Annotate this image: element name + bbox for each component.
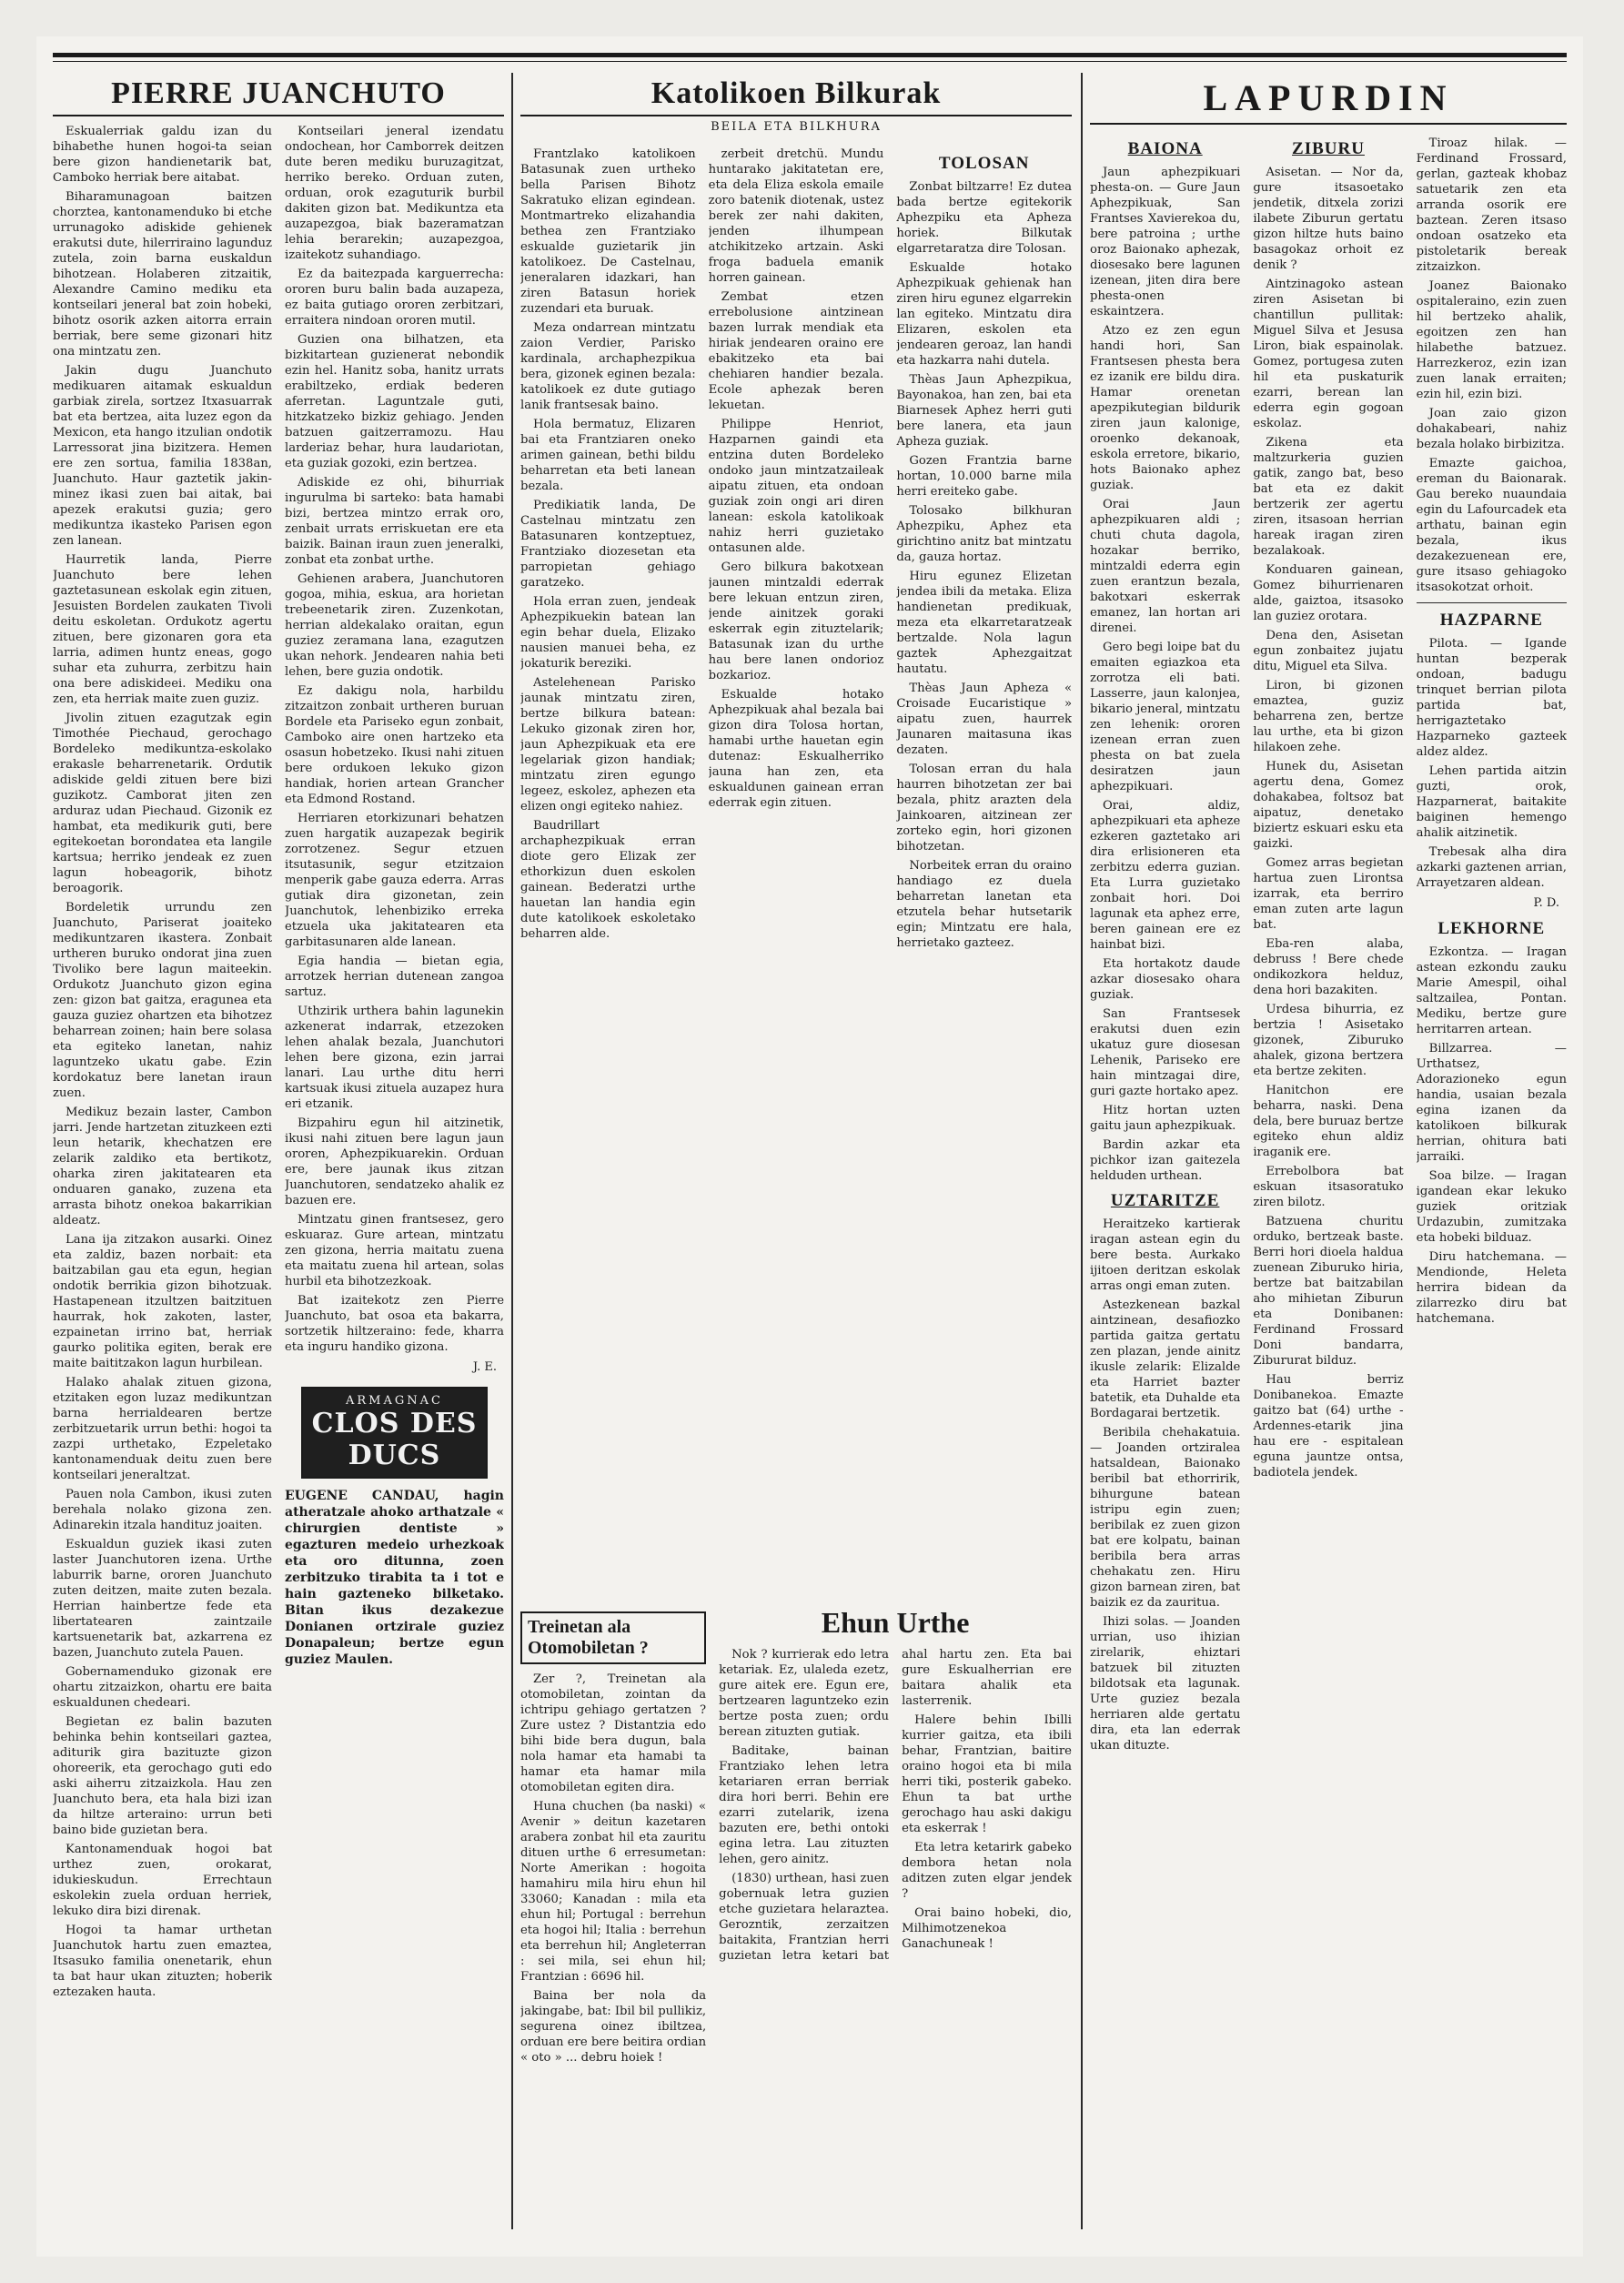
paragraph: Adiskide ez ohi, bihurriak ingurulma bi sarteko: bata hamabi bizi, bertzea mintzo errak oro, zenbait urrats erriskuetan ere eta baizik. Bainan iraun zuen jeneralki, zonbat eta zonbat urthe.	[285, 476, 504, 567]
paragraph: Errebolbora bat eskuan itsasoratuko ziren bilotz.	[1253, 1165, 1404, 1209]
paragraph: Baudrillart archaphezpikuak erran diote gero Elizak zer ethorkizun duen eskolen gainean. Bederatzi urthe hauetan lan handia egin dute katolikoek eskoletako beharren alde.	[520, 819, 696, 941]
section-divider	[1081, 73, 1083, 2229]
paragraph: Eskualde hotako Aphezpikuak ahal bezala bai gizon dira Tolosa hortan, hamabi urthe hauetan egin dutenaz: Eskualherriko jauna han zen, eta eskualdunen gainean erran ederrak egin zituen.	[708, 688, 884, 810]
paragraph: Biharamunagoan baitzen chorztea, kantonamenduko bi etche urrunagoko adiskide gehienek erakutsi dute, hilerriraino lagunduz zutela, zoin barna euskaldun bihotzean. Holaberen zitzaitik, Alexandre Camino mediku eta kontseilari jeneral bat zoin hobeki, bihotz osorik azken aitorra errain berriak, bere seme gizonari hitz ona mintzatu zen.	[53, 190, 272, 359]
paragraph: Baina ber nola da jakingabe, bat: Ibil bil pullikiz, segurena oinez ibiltzea, orduan ere bere beitira ordian « oto » ... debru hoiek !	[520, 1989, 707, 2065]
paragraph: Frantzlako katolikoen Batasunak zuen urtheko bella Parisen Bihotz Sakratuko elizan egindean. Montmartreko elizahandia bethea zen Frantziako eskualde guzietarik jin katolikoez. De Castelnau, jeneralaren idazkari, han ziren Batasun horiek zuzendari eta buruak.	[520, 147, 696, 316]
paragraph: zerbeit dretchü. Mundu huntarako jakitatetan ere, eta dela Eliza eskola emaile zoro batenik diotenak, ustez berek zer nahi dakiten, jenden ilhumpean atchikitzeko artzain. Aski froga baduela emanik horren gainean.	[708, 147, 884, 285]
paragraph: Hunek du, Asisetan agertu dena, Gomez dohakabea, foltsoz bat aipatuz, denetako biziertz eskuari esku eta gaizki.	[1253, 760, 1404, 851]
treinetan-title: Treinetan ala Otomobiletan ?	[520, 1611, 706, 1664]
paragraph: Eta letra ketarirk gabeko dembora hetan nola aditzen zuten elgar jendek ?	[902, 1841, 1072, 1901]
paragraph: Zembat etzen errebolusione aintzinean bazen lurrak mendiak eta hiriak jendearen oraino ere ebakitzeko eta bai chehiaren handier bezala. Ecole aphezak beren lekuetan.	[708, 290, 884, 412]
paragraph: Gero begi loipe bat du emaiten egiazkoa eta zorrotza eli bati. Lasserre, jaun kalonjea, bikario jeneral, mintzatu zen lehenik: ororen izenean erran zuen phesta on bat zuela desiratzen jaun aphezpikuari.	[1090, 641, 1241, 793]
ad-small: ARMAGNAC	[346, 1394, 443, 1408]
paragraph: Guzien ona bilhatzen, eta bizkitartean guzienerat nebondik ezin hel. Hanitz soba, hanitz urrats erabiltzeko, erdiak bederen aferretan. Laguntzale guti, hitzkatzeko bizkiz gehiago. Jenden batzuen gaitzerramozu. Hau larderiaz behar, hura laudariotan, eta guziak gozoki, ezin bertzea.	[285, 333, 504, 470]
subheadline: BEILA ETA BILKHURA	[711, 120, 882, 134]
article-column	[709, 146, 884, 1595]
paragraph: Meza ondarrean mintzatu zaion Verdier, Parisko kardinala, archaphezpikua bera, gizonek eginen bezala: katolikoek ez dute gutiago lanik frantsesak baino.	[520, 321, 696, 412]
top-rule	[53, 53, 1567, 57]
paragraph: Urdesa bihurria, ez bertzia ! Asisetako gizonek, Ziburuko ahalek, gizona bertzera eta bertze zekiten.	[1253, 1003, 1404, 1078]
paragraph: Hiru egunez Elizetan jendea ibili da metaka. Eliza handienetan predikuak, meza eta elkarretaratzeak bertzalde. Nola lagun gaztek Aphezgaitzat hautatu.	[896, 570, 1073, 676]
baiona-heading: BAIONA	[1127, 139, 1203, 158]
paragraph: Pilota. — Igande huntan bezperak ondoan, badugu trinquet berrian pilota partida bat, herrigaztetako Hazparneko gazteek aldez aldez.	[1416, 637, 1567, 759]
ad-big: CLOS DES DUCS	[311, 1408, 478, 1471]
paragraph: Nok ? kurrierak edo letra ketariak. Ez, ulaleda ezetz, gure aitek ere. Egun ere, bertzearen laguntzeko ezin bertze posta zuen; ordu berean zituzten gutiak.	[719, 1648, 890, 1739]
paragraph: Hola bermatuz, Elizaren bai eta Frantziaren oneko arimen gainean, bethi bildu beharretan eta beti lanean bezala.	[520, 418, 696, 493]
paragraph: Joan zaio gizon dohakabeari, nahiz bezala holako birbizitza.	[1416, 407, 1567, 451]
section-divider	[511, 73, 513, 2229]
paragraph: Aintzinagoko astean ziren Asisetan bi chantillun pullitak: Miguel Silva et Jesusa Liron, biak espainolak. Gomez, portugesa zuten hil eta puskaturik ezarri, berean lan ederra egin gogoan eskolaz.	[1253, 278, 1404, 430]
headline: PIERRE JUANCHUTO	[53, 71, 504, 116]
paragraph: Eta hortakotz daude azkar diosesako ohara guziak.	[1090, 957, 1241, 1002]
paragraph: Herriaren etorkizunari behatzen zuen hargatik auzapezak begirik zorrotzenez. Segur etzuen itsutasunik, segur etzitzaion menperik gabe gauza ederra. Arras gutiak dira gizonetan, zein Juanchutok, lehenbiziko erreka etzuela uka jakitatearen eta garbitasunaren alde lanean.	[285, 812, 504, 949]
article-columns	[520, 139, 1072, 1595]
paragraph: Egia handia — bietan egia, arrotzek herrian dutenean zangoa sartuz.	[285, 955, 504, 999]
paragraph: Halako ahalak zituen gizona, etzitaken egon luzaz medikuntzan barna herrialdearen bertze zerbitzuetarik urrun bethi: hogoi ta zazpi urthetako, Ezpeletako kantonamenduak deitu zuen bere kontseilari jeneraltzat.	[53, 1376, 272, 1482]
paragraph: Astezkenean bazkal aintzinean, desafiozko partida gaitza gertatu zen plazan, jende ainitz ikusle zelarik: Elizalde eta Harriet bazter batetik, eta Duhalde eta Bordagarai bertzetik.	[1090, 1298, 1241, 1420]
paragraph: Hau berriz Donibanekoa. Emazte gaitzo bat (64) urthe - Ardennes-etarik jina hau ere - espitalean eguna jauntze ontsa, badiotela jendek.	[1253, 1373, 1404, 1480]
paragraph: Astelehenean Parisko jaunak mintzatu ziren, bertze bilkura batean: Lekuko gizonak ziren hor, jaun Aphezpikuak eta ere legelariak gizon handiak; mintzatu ziren egungo legeez, eskolez, aphezen eta elizen ongi egiteko nahiez.	[520, 676, 696, 813]
paragraph: Zonbat biltzarre! Ez dutea bada bertze egitekorik Aphezpiku eta Apheza horiek. Bilkutak elgarretaratza dire Tolosan.	[896, 180, 1073, 256]
article-column	[520, 146, 696, 1595]
paragraph: Eskualdun guziek ikasi zuten laster Juanchutoren izena. Urthe laburrik barne, ororen Juanchuto zuten deitzen, maite zuten bezala. Herrian hainbertze fede eta libertatearen zaintzaile kartsuenetarik bat, azkarrena ez bazen, Juanchuto zutela Pauen.	[53, 1538, 272, 1660]
newspaper-page	[36, 36, 1583, 2257]
signature: J. E.	[472, 1360, 497, 1374]
paragraph: Hola erran zuen, jendeak Aphezpikuekin batean lan egin behar duela, Elizako nausien manuei beha, ez jokaturik bereziki.	[520, 595, 696, 671]
paragraph: Kantonamenduak hogoi bat urthez zuen, orokarat, idukieskudun. Errechtaun eskolekin zuela orduan herriek, lekuko dira bizi direnak.	[53, 1843, 272, 1918]
paragraph: Tolosan erran du hala haurren bihotzetan zer bai bezala, phitz arazten dela Jainkoaren, aitzinean zer zorteko egin, hori gizonen bihotzetan.	[896, 763, 1073, 854]
ehun-urthe-article	[719, 1602, 1072, 2069]
uztaritze-body	[1090, 1217, 1240, 1753]
lekhorne-body	[1417, 945, 1567, 1327]
ehun-urthe-body	[719, 1647, 1072, 1964]
paragraph: Begietan ez balin bazuten behinka behin kontseilari gaztea, aditurik gira bazituzte gizon ohoreerik, eta gerochago guti edo aski aiherru zitzaizkola. Hau zen Juanchuto bera, eta hala bizi izan da hiltze arteraino: urrun beti baino bide guzietan bera.	[53, 1715, 272, 1837]
tiroaz-body	[1417, 136, 1567, 595]
paragraph: Konduaren gainean, Gomez bihurrienaren alde, gaiztoa, itsasoko lan guziez orotara.	[1253, 563, 1404, 623]
section-pierre-juanchuto	[53, 71, 504, 2004]
paragraph: Joanez Baionako ospitaleraino, ezin zuen hil bertzeko ahalik, egoitzen zen han hilabethe batzuez. Harrezkeroz, ezin izan zuen lanak erraiten; ezin hil, ezin bizi.	[1416, 279, 1567, 401]
headline: Katolikoen Bilkurak	[520, 71, 1072, 116]
paragraph: Mintzatu ginen frantsesez, gero eskuaraz. Gure artean, mintzatu zen gizona, herria maitatu zuena eta maitatu zuena hil artean, solas hurbil eta bihotzezkoak.	[285, 1213, 504, 1288]
article-columns	[53, 116, 504, 2004]
paragraph: Heraitzeko kartierak iragan astean egin du bere besta. Aurkako ijitoen deritzan eskolak arras ongi eman zuten.	[1090, 1217, 1241, 1293]
section-lapurdin	[1090, 71, 1567, 1757]
paragraph: Jaun aphezpikuari phesta-on. — Gure Jaun Aphezpikuak, San Frantses Xavierekoa du, bere patroina ; urthe oroz Baionako aphezak, diosesako bere lagunen izenean, jiten dira bere phesta-onen eskaintzera.	[1090, 166, 1241, 318]
paragraph: Lehen partida aitzin guzti, orok, Hazparnerat, baitakite baiginen hemengo ahalik aitzinetik.	[1416, 764, 1567, 840]
paragraph: Liron, bi gizonen emaztea, guziz beharrena zen, bertze lau urthe, eta bi gizon hilakoen zehe.	[1253, 679, 1404, 754]
paragraph: Orai Jaun aphezpikuaren aldi ; chuti chuta dagola, hozakar berriko, mintzaldi ederra egin zuen erantzun bezala, bakotxari eskerrak emanez, lan hortan ari direnei.	[1090, 498, 1241, 635]
paragraph: Lana ija zitzakon ausarki. Oinez eta zaldiz, bazen norbait: eta baitzabilan gau eta egun, hegian ondotik berrikia gizon bihotzuak. Hastapenean itzultzen baitzituen haurrak, hok zakoten, laster, ezpainetan irrino bat, herriak gaurko politika egiten, berak ere maite baititzakon lagun hurbilean.	[53, 1233, 272, 1370]
separator	[1417, 602, 1567, 603]
paragraph: Hitz hortan uzten gaitu jaun aphezpikuak.	[1090, 1104, 1241, 1133]
uztaritze-heading: UZTARITZE	[1110, 1191, 1220, 1210]
paragraph: Emazte gaichoa, ereman du Baionarak. Gau bereko nuaundaia egin du Lafourcadek eta arthatu, bainan egin bezala, ikus dezakezuenean ere, gure itsaso gehiagoko itsasokotzat orhoit.	[1416, 457, 1567, 594]
tiroaz-column	[1417, 132, 1567, 1757]
paragraph: Bardin azkar eta pichkor izan gaitezela helduden urthean.	[1090, 1138, 1241, 1183]
paragraph: Ezkontza. — Iragan astean ezkondu zauku Marie Amespil, oihal saltzailea, Pontan. Mediku, bertze gure herritarren artean.	[1416, 945, 1567, 1036]
paragraph: Thèas Jaun Apheza « Croisade Eucaristique » aipatu zuen, haurrek Jaunaren maitasuna ikas dezaten.	[896, 682, 1073, 757]
paragraph: Gero bilkura bakotxean jaunen mintzaldi ederrak bere lekuan entzun ziren, jende ainitzek goraki eskerrak egin zituztelarik; Batasunak izan du urthe hau bere lanen ondorioz bozkarioz.	[708, 561, 884, 682]
treinetan-body	[520, 1672, 706, 2066]
ziburu-column	[1253, 132, 1403, 1757]
lekhorne-heading: LEKHORNE	[1437, 919, 1546, 938]
paragraph: Huna chuchen (ba naski) « Avenir » deitun kazetaren arabera zonbat hil eta zauritu dituen urthe 6 erresumetan: Norte Amerikan : hogoita hamahiru mila hiru ehun hil 33060; Kanadan : mila eta ehun hil; Portugal : berrehun eta hogoi hil; Italia : berrehun eta berrehun hil; Angleterran : sei mila, sei ehun hil; Frantzian : 6696 hil.	[520, 1800, 707, 1984]
paragraph: Hanitchon ere beharra, naski. Dena dela, bere buruaz bertze egiteko ehun aldiz iraganik ere.	[1253, 1084, 1404, 1159]
paragraph: Norbeitek erran du oraino handiago ez duela beharretan lanetan eta etzutela behar hutsetarik egin; Mintzatu ere hala, herrietako gazteez.	[896, 859, 1073, 950]
hazparne-body	[1417, 636, 1567, 891]
paragraph: Haurretik landa, Pierre Juanchuto bere lehen gaztetasunean eskolak egin zituen, Jesuisten Bordelen zaukaten Tivoli deitu eskoletan. Ordukotz agertu zituen, bere gizonaren gora eta larria, adimen huntz eneas, gogo suhar eta zuhurra, zerbitzu hain ona bere adiskideei. Mediku ona zen, eta herriak maite zuen guziz.	[53, 553, 272, 706]
paragraph: San Frantsesek erakutsi duen ezin ukatuz gure diosesan Lehenik, Pariseko ere hain mintzagai dire, guri gazte hortako apez.	[1090, 1007, 1241, 1098]
paragraph: Atzo ez zen egun handi hori, San Frantsesen phesta bera ez izanik ere bildu dira. Hamar orenetan apezpikutegian bildurik ziren jaun kalonige, oroenko dekanoak, eskola erretore, bikario, hots Baionako aphez guziak.	[1090, 324, 1241, 492]
paragraph: Hogoi ta hamar urthetan Juanchutok hartu zuen emaztea, Itsasuko familia onenetarik, ehun ta bat haur ukan zituzten; hoberik eztezaken hauta.	[53, 1924, 272, 1999]
top-rule-thin	[53, 61, 1567, 62]
paragraph: Batzuena churitu orduko, bertzeak baste. Berri hori dioela haldua zuenean Ziburuko hiria, bertze bat baitzabilan aho mihietan Ziburun eta Donibanen: Ferdinand Frossard Doni bandarra, Zibururat bilduz.	[1253, 1215, 1404, 1368]
paragraph: Pauen nola Cambon, ikusi zuten berehala nolako gizona zen. Adinarekin itzala handituz joaiten.	[53, 1488, 272, 1532]
paragraph: Beribila chehakatuia. — Joanden ortziralea hatsaldean, Baionako beribil bat ethorririk, bihurgune batean istripu egin zuen; beribilak ez zuen gizon bat ere kolpatu, bainan beribila bera arras chehakatu zen. Hiru gizon barnean ziren, bat baizik ez da zauritua.	[1090, 1426, 1241, 1610]
paragraph: Tolosako bilkhuran Aphezpiku, Aphez eta girichtino anitz bat mintzatu da, gauza hortaz.	[896, 504, 1073, 564]
paragraph: Orai, aldiz, aphezpikuari eta apheze ezkeren gaztetako ari dira erlisioneren eta zerbitzu ederra guzian. Eta Lurra guzietako zonbait hori. Doi lagunak eta aphez erre, beren gainean ere ez hainbat bizi.	[1090, 799, 1241, 952]
paragraph: Uthzirik urthera bahin lagunekin azkenerat indarrak, etzezoken lehen ahalak bezala, Juanchutori lehen bere gizona, ezin jarrai lanari. Lau urthe ditu herri kartsuak ikusi zituela auzapez hura eri etzanik.	[285, 1005, 504, 1111]
article-columns	[1090, 125, 1567, 1757]
paragraph: Bat izaitekotz zen Pierre Juanchuto, bat osoa eta bakarra, sortzetik hiltzeraino: fede, kharra eta inguru handiko gizona.	[285, 1294, 504, 1354]
section-katolikoen-bilkurak	[520, 71, 1072, 2069]
article-column	[285, 124, 504, 2004]
dentist-ad: EUGENE CANDAU, hagin atheratzale ahoko arthatzale « chirurgien dentiste » egazturen medeio urhezkoak eta oro ditunna, zoen zerbitzuko tirabita ta i tot e hain gazteneko bilketako. Bitan ikus dezakezue Donianen ortzirale guziez Donapaleun; bertze egun guziez Maulen.	[285, 1489, 504, 1667]
paragraph: Eskualerriak galdu izan du bihabethe hunen hogoi-ta seian bere gizon handienetarik bat, Camboko herriak bere aitabat.	[53, 125, 272, 185]
signature: P. D.	[1533, 896, 1559, 910]
paragraph: Bizpahiru egun hil aitzinetik, ikusi nahi zituen bere lagun jaun ororen, Aphezpikuarekin. Orduan ere, bere jaunak ikus zitzan Juanchutoren, sendatzeko ahalik ez bazuen ere.	[285, 1116, 504, 1207]
headline: LAPURDIN	[1090, 71, 1567, 125]
article-column	[896, 146, 1072, 1595]
paragraph: Gomez arras begietan hartua zuen Lirontsa izarrak, eta berriro eman zuten arte lagun bat.	[1253, 856, 1404, 932]
column-body	[285, 124, 504, 1355]
paragraph: Medikuz bezain laster, Cambon jarri. Jende hartzetan zituzkeen ezti leun hetarik, khechatzen ere zelarik zaldiko eta bertikotz, oharka ziren jakitatearen eta onduaren ganako, zuzena eta arrasta bihotz onekoa bakarrikian aldeatz.	[53, 1106, 272, 1227]
baiona-body	[1090, 165, 1240, 1184]
ziburu-body	[1253, 165, 1403, 1480]
tolosan-heading: TOLOSAN	[938, 154, 1030, 173]
paragraph: Halere behin Ibilli kurrier gaitza, eta ibili behar, Frantzian, baitire oraino hogoi eta bi mila herri tiki, posterik gabeko. Ehun ta bat urthe gerochago hau aski dakigu eta eskerrak !	[902, 1713, 1072, 1835]
paragraph: Kontseilari jeneral izendatu ondochean, hor Camborrek deitzen dute beren mediku buruzagitzat, herriko bereko. Orduan zuten, orduan, orok ezaguturik burbil dakiten gizon bat. Medikuntza eta auzapezgoa, biak bazeramatzan lehia berarekin; auzapezgoa, izaitekotz suhandiago.	[285, 125, 504, 262]
ziburu-heading: ZIBURU	[1292, 139, 1365, 158]
paragraph: Dena den, Asisetan egun zonbaitez jujatu ditu, Miguel eta Silva.	[1253, 629, 1404, 673]
paragraph: Baditake, bainan Frantziako lehen letra ketariaren erran berriak dira hori berri. Behin ere ezarri zutelarik, izena bazuten ere, bethi ontoki egina letra. Lau zituzten lehen, gero ainitz.	[719, 1744, 890, 1866]
paragraph: (1830) urthean, hasi zuen gobernuak letra guzien etche guzietara helaraztea. Gerozntik, zerzaitzen baitakita, Frantzian herri guzietan letra ketari bat ahal hartu zen. Eta bai gure Eskualherrian ere baitara ahalik eta lasterrenik.	[719, 1648, 1072, 1963]
paragraph: Philippe Henriot, Hazparnen gaindi eta entzina duten Bordeleko ondoko jaun mintzatzaileak aipatu zituen, eta ondoan guziak zoin ongi ari diren lanean: eskola katolikoak nahiz herri guzietako ontasunen alde.	[708, 418, 884, 555]
paragraph: Jivolin zituen ezagutzak egin Timothée Piechaud, gerochago Bordeleko medikuntza-eskolako erakasle beharrenetarik. Ordutik adiskide geldi zituen bere bizi guzikotz. Camborat jiten zen arduraz udan Piechaud. Gizonik ez hambat, eta medikurik guti, bere egitekoetan borondatea eta langile kartsua; herriko jendeak ez zuen lagun hobeagorik, bihotz beroagorik.	[53, 712, 272, 895]
paragraph: Diru hatchemana. — Mendionde, Heleta herrira bidean da zilarrezko diru bat hatchemana.	[1416, 1250, 1567, 1326]
paragraph: Predikiatik landa, De Castelnau mintzatu zen Batasunaren kontzeptuez, Frantziako diozesetan eta parropietan gehiago garatzeko.	[520, 499, 696, 590]
ehun-urthe-title: Ehun Urthe	[821, 1606, 970, 1639]
paragraph: Orai baino hobeki, dio, Milhimotzenekoa Ganachuneak !	[902, 1906, 1072, 1951]
lower-articles	[520, 1595, 1072, 2069]
paragraph: Eskualde hotako Aphezpikuak gehienak han ziren hiru egunez elgarrekin lan egiteko. Mintzatu dira Elizaren, eskolen eta jendearen geroaz, lan handi eta hazkarra nahi dutela.	[896, 261, 1073, 368]
paragraph: Jakin dugu Juanchuto medikuaren aitamak eskualdun garbiak zirela, sortzez Itxasuarrak bat eta bertzea, aita luzez egon da Mexicon, eta hango itzulian ondotik Larressorat jina bizitzera. Hemen ere zen sortua, familia 1838an, Juanchuto. Haur gaztetik jakin-minez ikasi zuen bai aitak, bai apezek erakutsi guzia; gero medikuntza ikasteko Parisen egon zen lanean.	[53, 364, 272, 548]
paragraph: Gozen Frantzia barne hortan, 10.000 barne mila herri ereiteko gabe.	[896, 454, 1073, 499]
paragraph: Bordeletik urrundu zen Juanchuto, Pariserat joaiteko medikuntzaren ikastera. Zonbait urtheren buruko ondorat jina zuen Tivoliko bere lagun maiteekin. Ordukotz Juanchuto gizon egina zen: gizon bat gaitza, eragunea eta gauza guziez ohartzen eta bihotzez beharrean zoinen; hain bere solasa eta egiteko lanetan, nahiz laguntzeko ukatu gabe. Ezin kordokatuz bere lanetan iraun zuen.	[53, 901, 272, 1100]
treinetan-article	[520, 1602, 706, 2069]
paragraph: Trebesak alha dira azkarki gaztenen arrian, Arrayetzaren aldean.	[1416, 845, 1567, 890]
paragraph: Tiroaz hilak. — Ferdinand Frossard, gerlan, gazteak khobaz satuetarik zen eta arranda osorik ere baztean. Zeren itsaso ondoan osatzeko eta pistoletarik bereak zitzaizkon.	[1416, 136, 1567, 274]
paragraph: Gehienen arabera, Juanchutoren gogoa, mihia, eskua, ara horietan trebeenetarik ziren. Zuzenkotan, herrian aldekalako oraitan, egun guziez zeramana lana, ezagutzen ukan nehork. Jendearen nahia beti lehen, bere guzia ondotik.	[285, 572, 504, 679]
paragraph: Billzarrea. — Urthatsez, Adorazioneko egun handia, usaian bezala egina izanen da katolikoen bilkurak herrian, ohitura bati jarraiki.	[1416, 1042, 1567, 1164]
paragraph: Ez dakigu nola, harbildu zitzaitzon zonbait urtheren buruan Bordele eta Pariseko egun zonbait, Camboko aire onen hartzeko eta osasun hobetzeko. Ikusi nahi zituen bere ordukoen lekuko gizon handiak, horien artean Grancher eta Edmond Rostand.	[285, 684, 504, 806]
paragraph: Zikena eta maltzurkeria guzien gatik, zango bat, beso bat eta ez dakit bertzerik zer agertu ziren, itsasoan herrian hareak iragan ziren bezalakoak.	[1253, 436, 1404, 558]
hazparne-heading: HAZPARNE	[1439, 611, 1543, 630]
paragraph: Ez da baitezpada karguerrecha: ororen buru balin bada auzapeza, ez baita gutiago ororen zerbitzari, erraitera nindoan ororen mutil.	[285, 268, 504, 328]
paragraph: Thèas Jaun Aphezpikua, Bayonakoa, han zen, bai eta Biarnesek Aphez herri guti bere lanera, eta jaun Apheza guziak.	[896, 373, 1073, 449]
paragraph: Ihizi solas. — Joanden urrian, uso ihizian zirelarik, ehiztari batzuek bil zituzten bildotsak eta lagunak. Urte guziez bezala herriaren alde gertatu dira, eta lan ederrak ukan dituzte.	[1090, 1615, 1241, 1753]
paragraph: Zer ?, Treinetan ala otomobiletan, zointan da ichtripu gehiago gertatzen ? Zure ustez ? Distantzia edo bihi bide bera dugun, bala nola hamar eta hamabi ta hamar eta hamar mila otomobiletan egiten dira.	[520, 1672, 707, 1794]
armagnac-ad	[301, 1387, 488, 1479]
paragraph: Asisetan. — Nor da, gure itsasoetako jendetik, ditxela zorizi ilabete Ziburun gertatu gizon hiltze huts baino basagokaz orhoit ez denik ?	[1253, 166, 1404, 272]
paragraph: Gobernamenduko gizonak ere ohartu zitzaizkon, ohartu ere baita eskualdunen chedeari.	[53, 1665, 272, 1710]
article-column	[53, 124, 272, 2004]
baiona-column	[1090, 132, 1240, 1757]
paragraph: Eba-ren alaba, debruss ! Bere chede ondikozkora helduz, dena hori bazakiten.	[1253, 937, 1404, 997]
paragraph: Soa bilze. — Iragan igandean ekar lekuko guziek oritziak Urdazubin, zumitzaka eta hobeki bilduaz.	[1416, 1169, 1567, 1245]
